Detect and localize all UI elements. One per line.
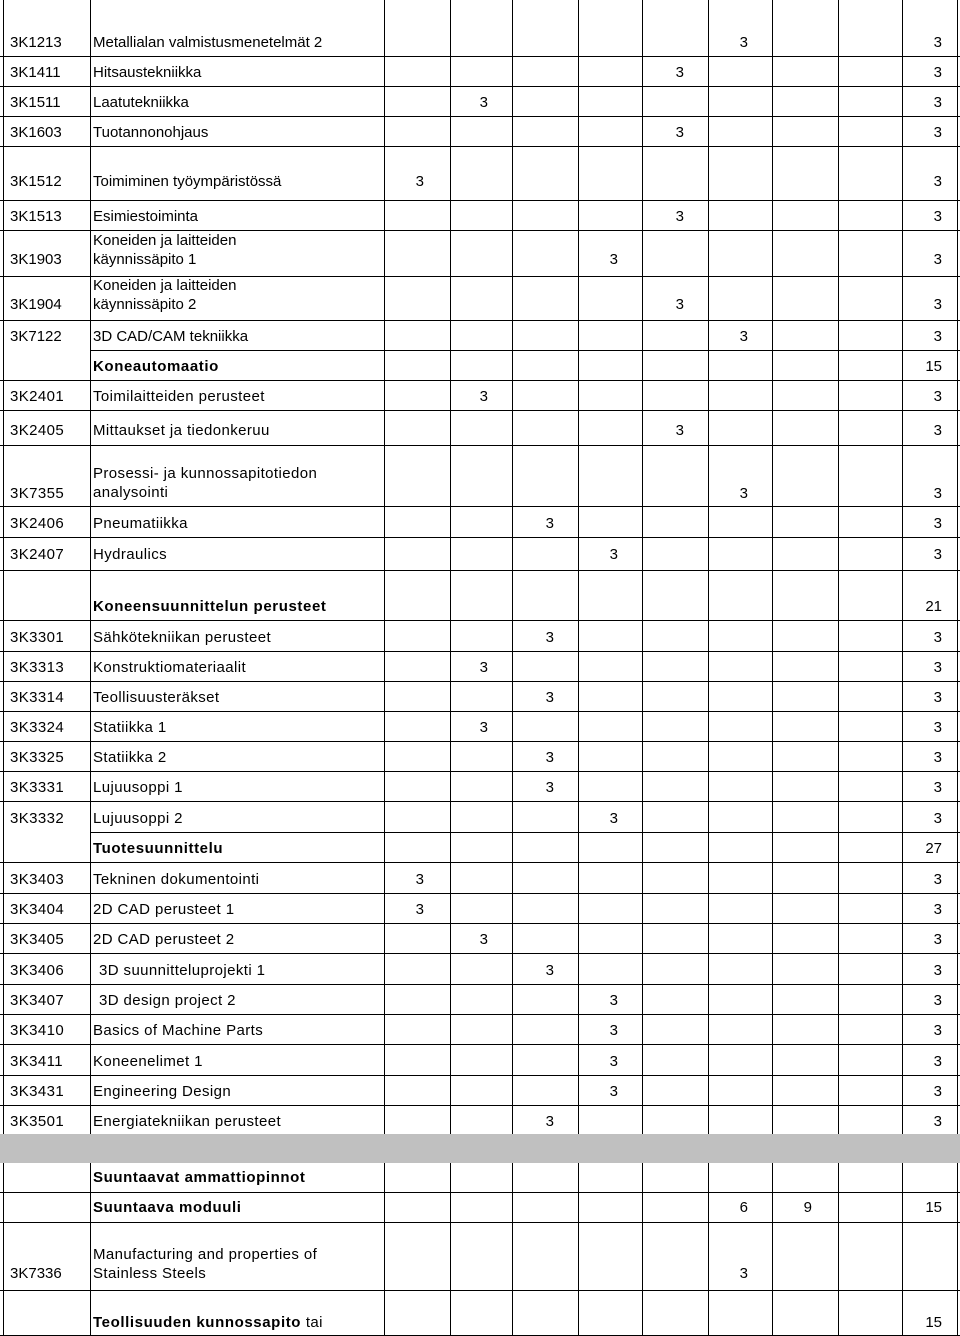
course-code: 3K3407 bbox=[10, 992, 65, 1009]
course-name: 3D CAD/CAM tekniikka bbox=[93, 328, 249, 345]
credit-value: 3 bbox=[415, 173, 424, 190]
course-code: 3K3324 bbox=[10, 719, 65, 736]
course-code: 3K2406 bbox=[10, 515, 65, 532]
total-credits: 3 bbox=[933, 901, 942, 918]
course-name: Hydraulics bbox=[93, 546, 168, 563]
grid-line bbox=[0, 570, 960, 571]
course-code: 3K3431 bbox=[10, 1083, 65, 1100]
credit-value: 3 bbox=[545, 515, 554, 532]
course-name-line2: käynnissäpito 1 bbox=[93, 251, 197, 268]
total-credits: 3 bbox=[933, 208, 942, 225]
grid-line bbox=[0, 230, 960, 231]
grid-line bbox=[0, 116, 960, 117]
credit-value: 3 bbox=[545, 962, 554, 979]
course-code: 3K1603 bbox=[10, 124, 62, 141]
section-total: 15 bbox=[925, 1199, 942, 1216]
credit-value: 3 bbox=[609, 546, 618, 563]
grid-line bbox=[0, 620, 960, 621]
course-code: 3K3325 bbox=[10, 749, 65, 766]
course-name-line1: Koneiden ja laitteiden bbox=[93, 277, 237, 294]
total-credits: 3 bbox=[933, 629, 942, 646]
credit-value: 3 bbox=[479, 719, 488, 736]
course-code: 3K3331 bbox=[10, 779, 65, 796]
total-credits: 3 bbox=[933, 94, 942, 111]
section-title: Suuntaava moduuli bbox=[93, 1199, 242, 1216]
course-code: 3K2405 bbox=[10, 422, 65, 439]
grid-line bbox=[90, 832, 960, 833]
course-code: 3K3403 bbox=[10, 871, 65, 888]
total-credits: 3 bbox=[933, 1083, 942, 1100]
course-name: Lujuusoppi 1 bbox=[93, 779, 183, 796]
grid-line bbox=[0, 651, 960, 652]
course-name: Statiikka 1 bbox=[93, 719, 167, 736]
course-code: 3K7355 bbox=[10, 485, 65, 502]
course-name: Lujuusoppi 2 bbox=[93, 810, 183, 827]
course-name: Toimiminen työympäristössä bbox=[93, 173, 282, 190]
course-name: Laatutekniikka bbox=[93, 94, 189, 111]
credit-value: 3 bbox=[609, 810, 618, 827]
course-code: 3K3410 bbox=[10, 1022, 65, 1039]
grid-line bbox=[0, 1105, 960, 1106]
total-credits: 3 bbox=[933, 871, 942, 888]
credit-value: 3 bbox=[545, 629, 554, 646]
total-credits: 3 bbox=[933, 124, 942, 141]
total-credits: 3 bbox=[933, 34, 942, 51]
total-credits: 3 bbox=[933, 328, 942, 345]
total-credits: 3 bbox=[933, 962, 942, 979]
total-credits: 3 bbox=[933, 546, 942, 563]
course-name: Metallialan valmistusmenetelmät 2 bbox=[93, 34, 323, 51]
course-code: 3K1513 bbox=[10, 208, 62, 225]
credit-value: 9 bbox=[803, 1199, 812, 1216]
section-total: 15 bbox=[925, 358, 942, 375]
course-name: Hitsaustekniikka bbox=[93, 64, 202, 81]
course-code: 3K1512 bbox=[10, 173, 62, 190]
total-credits: 3 bbox=[933, 659, 942, 676]
course-code: 3K3405 bbox=[10, 931, 65, 948]
course-name: Tuotannonohjaus bbox=[93, 124, 209, 141]
grid-line bbox=[0, 506, 960, 507]
course-name-line2: Stainless Steels bbox=[93, 1265, 207, 1282]
grid-line bbox=[0, 681, 960, 682]
course-name: Toimilaitteiden perusteet bbox=[93, 388, 265, 405]
total-credits: 3 bbox=[933, 931, 942, 948]
credit-value: 3 bbox=[675, 64, 684, 81]
course-code: 3K2407 bbox=[10, 546, 65, 563]
grid-line bbox=[0, 445, 960, 446]
total-credits: 3 bbox=[933, 719, 942, 736]
grid-line bbox=[0, 1290, 960, 1291]
course-code: 3K7122 bbox=[10, 328, 62, 345]
total-credits: 3 bbox=[933, 422, 942, 439]
section-title: Suuntaavat ammattiopinnot bbox=[93, 1169, 306, 1186]
grid-line bbox=[0, 1014, 960, 1015]
credit-value: 3 bbox=[609, 992, 618, 1009]
credit-value: 3 bbox=[415, 871, 424, 888]
credit-value: 3 bbox=[675, 422, 684, 439]
grid-line bbox=[0, 200, 960, 201]
grid-line bbox=[0, 893, 960, 894]
section-total: 27 bbox=[925, 840, 942, 857]
course-name: Teollisuusteräkset bbox=[93, 689, 220, 706]
credit-value: 3 bbox=[739, 34, 748, 51]
grid-line bbox=[0, 711, 960, 712]
grid-line bbox=[0, 923, 960, 924]
course-name: Tekninen dokumentointi bbox=[93, 871, 260, 888]
total-credits: 3 bbox=[933, 1113, 942, 1130]
credit-value: 3 bbox=[479, 388, 488, 405]
credit-value: 3 bbox=[675, 124, 684, 141]
course-name: Koneenelimet 1 bbox=[93, 1053, 203, 1070]
grid-line bbox=[0, 801, 960, 802]
credit-value: 3 bbox=[545, 689, 554, 706]
credit-value: 3 bbox=[545, 779, 554, 796]
course-code: 3K3314 bbox=[10, 689, 65, 706]
section-title: Tuotesuunnittelu bbox=[93, 840, 224, 857]
section-title: Koneensuunnittelun perusteet bbox=[93, 598, 327, 615]
course-name-line2: analysointi bbox=[93, 484, 169, 501]
grid-line bbox=[0, 862, 960, 863]
credit-value: 3 bbox=[545, 1113, 554, 1130]
course-name: Konstruktiomateriaalit bbox=[93, 659, 247, 676]
section-suffix: tai bbox=[305, 1314, 323, 1331]
credit-value: 3 bbox=[545, 749, 554, 766]
grid-line bbox=[0, 984, 960, 985]
credit-value: 3 bbox=[479, 659, 488, 676]
grid-line bbox=[0, 741, 960, 742]
course-code: 3K3411 bbox=[10, 1053, 64, 1070]
grid-line bbox=[0, 1222, 960, 1223]
course-code: 3K3406 bbox=[10, 962, 65, 979]
course-name: Pneumatiikka bbox=[93, 515, 188, 532]
course-code: 3K2401 bbox=[10, 388, 65, 405]
course-name: 2D CAD perusteet 2 bbox=[93, 931, 235, 948]
grid-line bbox=[0, 410, 960, 411]
total-credits: 3 bbox=[933, 689, 942, 706]
total-credits: 3 bbox=[933, 64, 942, 81]
course-code: 3K3313 bbox=[10, 659, 65, 676]
grid-line bbox=[0, 320, 960, 321]
credit-value: 3 bbox=[415, 901, 424, 918]
course-name-line2: käynnissäpito 2 bbox=[93, 296, 197, 313]
section-title-group bbox=[93, 1314, 323, 1331]
credit-value: 3 bbox=[609, 1053, 618, 1070]
course-name-line1: Manufacturing and properties of bbox=[93, 1246, 318, 1263]
course-name-line1: Prosessi- ja kunnossapitotiedon bbox=[93, 465, 318, 482]
grid-line bbox=[0, 380, 960, 381]
total-credits: 3 bbox=[933, 296, 942, 313]
course-name: 3D design project 2 bbox=[99, 992, 236, 1009]
grey-band bbox=[0, 1134, 960, 1163]
course-name: Basics of Machine Parts bbox=[93, 1022, 264, 1039]
course-code: 3K1411 bbox=[10, 64, 61, 81]
credit-value: 3 bbox=[609, 1022, 618, 1039]
section-title: Koneautomaatio bbox=[93, 358, 219, 375]
grid-line bbox=[0, 771, 960, 772]
total-credits: 3 bbox=[933, 485, 942, 502]
course-code: 3K3501 bbox=[10, 1113, 65, 1130]
credit-value: 3 bbox=[609, 251, 618, 268]
course-name: Statiikka 2 bbox=[93, 749, 167, 766]
credit-value: 3 bbox=[675, 296, 684, 313]
credit-value: 3 bbox=[479, 94, 488, 111]
section-title: Teollisuuden kunnossapito bbox=[93, 1314, 302, 1331]
course-name: 2D CAD perusteet 1 bbox=[93, 901, 235, 918]
grid-line bbox=[0, 146, 960, 147]
course-name: Mittaukset ja tiedonkeruu bbox=[93, 422, 270, 439]
total-credits: 3 bbox=[933, 779, 942, 796]
grid-line bbox=[0, 537, 960, 538]
total-credits: 3 bbox=[933, 810, 942, 827]
credit-value: 3 bbox=[675, 208, 684, 225]
total-credits: 3 bbox=[933, 992, 942, 1009]
course-code: 3K3301 bbox=[10, 629, 65, 646]
course-name: Energiatekniikan perusteet bbox=[93, 1113, 282, 1130]
grid-line bbox=[0, 56, 960, 57]
credit-value: 3 bbox=[609, 1083, 618, 1100]
course-code: 3K1903 bbox=[10, 251, 62, 268]
total-credits: 3 bbox=[933, 1022, 942, 1039]
grid-line bbox=[0, 953, 960, 954]
course-code: 3K1213 bbox=[10, 34, 62, 51]
credit-value: 3 bbox=[739, 328, 748, 345]
credit-value: 3 bbox=[739, 485, 748, 502]
course-code: 3K3404 bbox=[10, 901, 65, 918]
credit-value: 3 bbox=[479, 931, 488, 948]
course-name: Sähkötekniikan perusteet bbox=[93, 629, 272, 646]
course-name: Engineering Design bbox=[93, 1083, 232, 1100]
grid-line bbox=[0, 1075, 960, 1076]
total-credits: 3 bbox=[933, 515, 942, 532]
credit-value: 3 bbox=[739, 1265, 748, 1282]
total-credits: 3 bbox=[933, 1053, 942, 1070]
course-name-line1: Koneiden ja laitteiden bbox=[93, 232, 237, 249]
course-code: 3K1511 bbox=[10, 94, 61, 111]
grid-line bbox=[0, 86, 960, 87]
total-credits: 3 bbox=[933, 251, 942, 268]
course-code: 3K1904 bbox=[10, 296, 62, 313]
total-credits: 3 bbox=[933, 749, 942, 766]
course-code: 3K7336 bbox=[10, 1265, 62, 1282]
grid-line bbox=[0, 1044, 960, 1045]
total-credits: 3 bbox=[933, 388, 942, 405]
grid-line bbox=[90, 350, 960, 351]
section-total: 21 bbox=[925, 598, 942, 615]
course-code: 3K3332 bbox=[10, 810, 65, 827]
section-total: 15 bbox=[925, 1314, 942, 1331]
grid-line bbox=[0, 1192, 960, 1193]
credit-value: 6 bbox=[739, 1199, 748, 1216]
course-name: 3D suunnitteluprojekti 1 bbox=[99, 962, 266, 979]
course-name: Esimiestoiminta bbox=[93, 208, 199, 225]
total-credits: 3 bbox=[933, 173, 942, 190]
